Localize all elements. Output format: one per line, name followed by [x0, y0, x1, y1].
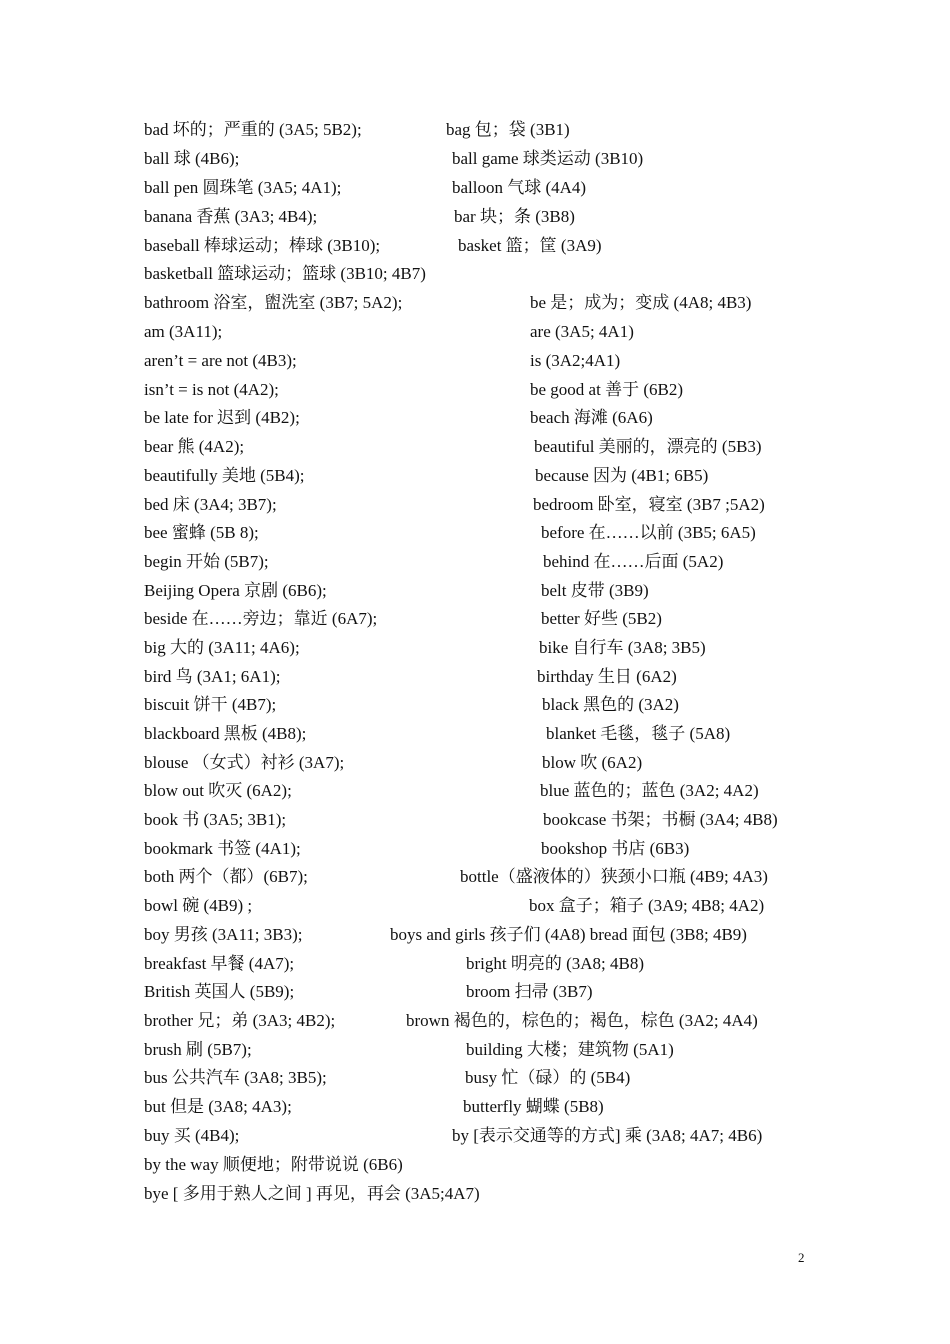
entry-beautifully: beautifully 美地 (5B4); [144, 466, 305, 485]
entry-black: black 黑色的 (3A2) [542, 695, 679, 714]
entry-bowl: bowl 碗 (4B9) ; [144, 896, 253, 915]
entry-be-good-at: be good at 善于 (6B2) [530, 380, 683, 399]
entry-bookmark: bookmark 书签 (4A1); [144, 839, 301, 858]
entry-blouse: blouse （女式）衬衫 (3A7); [144, 753, 345, 772]
entry-by: by [表示交通等的方式] 乘 (3A8; 4A7; 4B6) [452, 1126, 763, 1145]
entry-basketball: basketball 篮球运动；篮球 (3B10; 4B7) [144, 264, 426, 283]
entry-are: are (3A5; 4A1) [530, 322, 634, 341]
entry-bus: bus 公共汽车 (3A8; 3B5); [144, 1068, 327, 1087]
entry-brush: brush 刷 (5B7); [144, 1040, 252, 1059]
entry-brother: brother 兄；弟 (3A3; 4B2); [144, 1011, 336, 1030]
entry-be: be 是；成为；变成 (4A8; 4B3) [530, 293, 752, 312]
entry-beach: beach 海滩 (6A6) [530, 408, 653, 427]
entry-bookcase: bookcase 书架；书橱 (3A4; 4B8) [543, 810, 778, 829]
entry-isnt: isn’t = is not (4A2); [144, 380, 279, 399]
entry-baseball: baseball 棒球运动；棒球 (3B10); [144, 236, 381, 255]
entry-belt: belt 皮带 (3B9) [541, 581, 649, 600]
entry-bag: bag 包；袋 (3B1) [446, 120, 570, 139]
entry-beside: beside 在……旁边；靠近 (6A7); [144, 609, 378, 628]
entry-big: big 大的 (3A11; 4A6); [144, 638, 300, 657]
entry-ball: ball 球 (4B6); [144, 149, 240, 168]
entry-brown: brown 褐色的，棕色的；褐色，棕色 (3A2; 4A4) [406, 1011, 758, 1030]
entry-box: box 盒子；箱子 (3A9; 4B8; 4A2) [529, 896, 765, 915]
entry-balloon: balloon 气球 (4A4) [452, 178, 587, 197]
entry-begin: begin 开始 (5B7); [144, 552, 269, 571]
entry-bad: bad 坏的；严重的 (3A5; 5B2); [144, 120, 362, 139]
entry-is: is (3A2;4A1) [530, 351, 621, 370]
entry-banana: banana 香蕉 (3A3; 4B4); [144, 207, 318, 226]
entry-broom: broom 扫帚 (3B7) [466, 982, 593, 1001]
entry-book: book 书 (3A5; 3B1); [144, 810, 287, 829]
entry-bird: bird 鸟 (3A1; 6A1); [144, 667, 281, 686]
entry-bye: bye [ 多用于熟人之间 ] 再见，再会 (3A5;4A7) [144, 1184, 480, 1203]
entry-british: British 英国人 (5B9); [144, 982, 295, 1001]
entry-before: before 在……以前 (3B5; 6A5) [541, 523, 756, 542]
entry-but: but 但是 (3A8; 4A3); [144, 1097, 292, 1116]
entry-boy: boy 男孩 (3A11; 3B3); [144, 925, 303, 944]
entry-bike: bike 自行车 (3A8; 3B5) [539, 638, 706, 657]
entry-beijing-opera: Beijing Opera 京剧 (6B6); [144, 581, 327, 600]
entry-breakfast: breakfast 早餐 (4A7); [144, 954, 295, 973]
entry-bee: bee 蜜蜂 (5B 8); [144, 523, 259, 542]
entry-biscuit: biscuit 饼干 (4B7); [144, 695, 277, 714]
entry-butterfly: butterfly 蝴蝶 (5B8) [463, 1097, 604, 1116]
entry-behind: behind 在……后面 (5A2) [543, 552, 724, 571]
entry-building: building 大楼；建筑物 (5A1) [466, 1040, 674, 1059]
entry-by-the-way: by the way 顺便地；附带说说 (6B6) [144, 1155, 403, 1174]
entry-both: both 两个（都）(6B7); [144, 867, 308, 886]
entry-bear: bear 熊 (4A2); [144, 437, 245, 456]
entry-am: am (3A11); [144, 322, 223, 341]
entry-birthday: birthday 生日 (6A2) [537, 667, 677, 686]
entry-be-late-for: be late for 迟到 (4B2); [144, 408, 300, 427]
entry-bed: bed 床 (3A4; 3B7); [144, 495, 277, 514]
entry-bar: bar 块；条 (3B8) [454, 207, 575, 226]
entry-ball-pen: ball pen 圆珠笔 (3A5; 4A1); [144, 178, 342, 197]
entry-because: because 因为 (4B1; 6B5) [535, 466, 709, 485]
entry-ball-game: ball game 球类运动 (3B10) [452, 149, 644, 168]
entry-bedroom: bedroom 卧室，寝室 (3B7 ;5A2) [533, 495, 765, 514]
entry-blue: blue 蓝色的；蓝色 (3A2; 4A2) [540, 781, 759, 800]
entry-bright: bright 明亮的 (3A8; 4B8) [466, 954, 645, 973]
entry-blanket: blanket 毛毯，毯子 (5A8) [546, 724, 731, 743]
entry-blackboard: blackboard 黑板 (4B8); [144, 724, 307, 743]
entry-blow-out: blow out 吹灭 (6A2); [144, 781, 292, 800]
entry-blow: blow 吹 (6A2) [542, 753, 643, 772]
entry-bathroom: bathroom 浴室，盥洗室 (3B7; 5A2); [144, 293, 403, 312]
entry-boys-and-girls: boys and girls 孩子们 (4A8) bread 面包 (3B8; 4B9) [390, 925, 747, 944]
entry-beautiful: beautiful 美丽的，漂亮的 (5B3) [534, 437, 762, 456]
page-number: 2 [798, 1250, 805, 1265]
entry-buy: buy 买 (4B4); [144, 1126, 240, 1145]
entry-busy: busy 忙（碌）的 (5B4) [465, 1068, 631, 1087]
entry-bottle: bottle（盛液体的）狭颈小口瓶 (4B9; 4A3) [460, 867, 768, 886]
entry-arent: aren’t = are not (4B3); [144, 351, 297, 370]
entry-bookshop: bookshop 书店 (6B3) [541, 839, 690, 858]
entry-better: better 好些 (5B2) [541, 609, 662, 628]
entry-basket: basket 篮；筐 (3A9) [458, 236, 602, 255]
